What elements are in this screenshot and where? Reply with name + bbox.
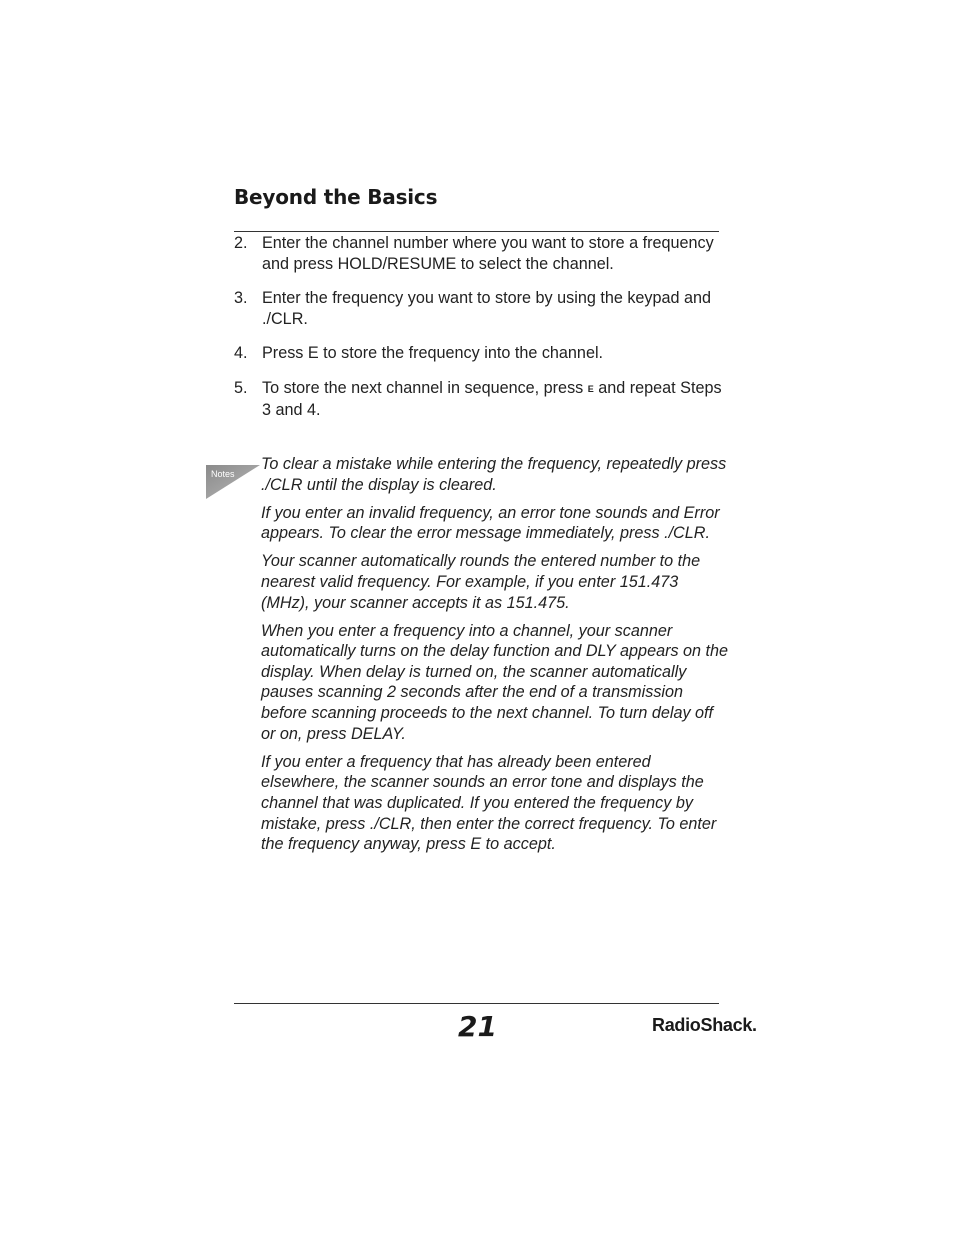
notes-label: Notes	[211, 469, 235, 479]
step-number: 3.	[234, 289, 248, 308]
step-text: Enter the channel number where you want to store a frequency and press HOLD/RESUME to select the channel.	[262, 234, 714, 273]
step-text: Press E to store the frequency into the channel.	[262, 344, 604, 363]
step-number: 4.	[234, 344, 248, 363]
step-item	[234, 288, 724, 329]
steps-list	[234, 233, 724, 434]
step-number: 5.	[234, 378, 248, 397]
step-item	[234, 233, 724, 274]
step-number: 2.	[234, 234, 248, 252]
header-rule	[234, 231, 719, 232]
step-text-after: and repeat Steps 3 and 4.	[262, 378, 722, 419]
note-item: Your scanner automatically rounds the entered number to the nearest valid frequency. For example, if you enter 151.473 (MHz), your scanner accepts it as 151.475.	[261, 552, 701, 612]
step-text-before: To store the next channel in sequence, press	[262, 378, 588, 397]
step-text: Enter the frequency you want to store by using the keypad and ./CLR.	[262, 289, 712, 328]
page-number: 21	[458, 1010, 497, 1043]
note-item: If you enter an invalid frequency, an error tone sounds and Error appears. To clear the error message immediately, press ./CLR.	[261, 503, 720, 543]
key-e-glyph: E	[587, 383, 594, 394]
note-item: When you enter a frequency into a channel, your scanner automatically turns on the delay function and DLY appears on the display. When delay is turned on, the scanner automatically pauses scanning 2 seconds after the end of a transmission before scanning proceeds to the next channel. To turn delay off or on, press DELAY.	[261, 621, 729, 743]
notes-list	[261, 454, 729, 862]
footer-rule	[234, 1003, 719, 1004]
step-item	[234, 343, 724, 364]
note-item: If you enter a frequency that has already been entered elsewhere, the scanner sounds an error tone and displays the channel that was duplicated. If you entered the frequency by mistake, press ./CLR, then enter the correct frequency. To enter the frequency anyway, press E to accept.	[261, 752, 717, 854]
brand-logo: RadioShack.	[652, 1015, 757, 1035]
step-item	[234, 378, 724, 420]
note-item: To clear a mistake while entering the frequency, repeatedly press ./CLR until the display is cleared.	[261, 455, 727, 494]
section-title: Beyond the Basics	[234, 185, 438, 209]
